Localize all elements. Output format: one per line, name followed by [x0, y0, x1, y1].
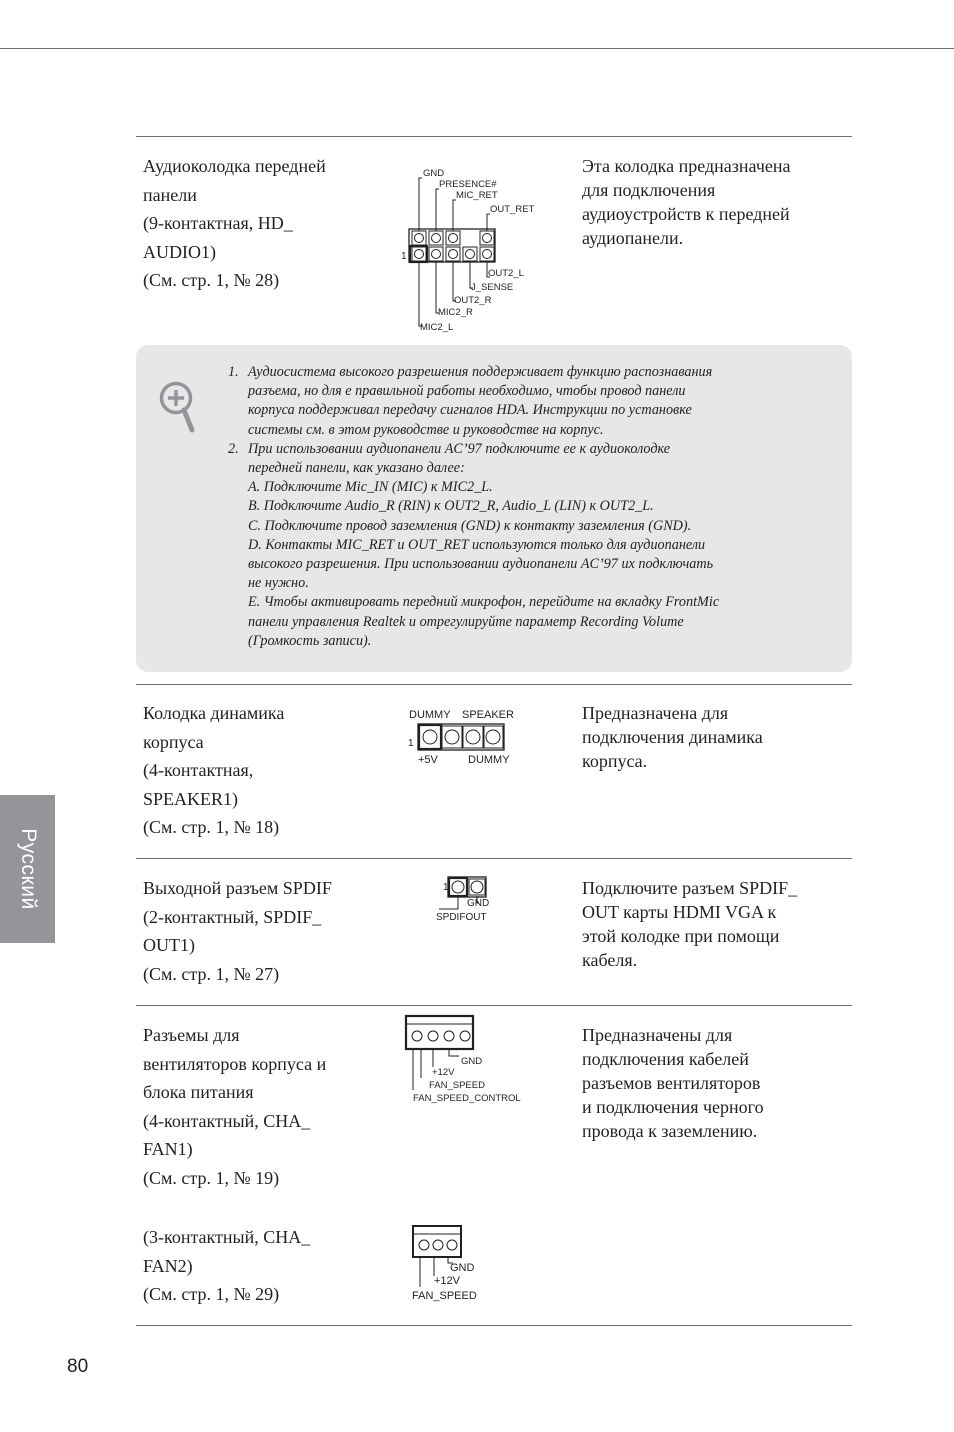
label-line: (См. стр. 1, № 18) — [143, 817, 280, 838]
label-line: AUDIO1) — [143, 241, 216, 262]
label-line: корпуса — [143, 731, 204, 752]
pin-label-out-ret: OUT_RET — [490, 204, 535, 215]
label-line: (См. стр. 1, № 27) — [143, 963, 280, 984]
pin-label-gnd: GND — [461, 1056, 483, 1067]
page-number: 80 — [67, 1356, 89, 1377]
label-line: Колодка динамика — [143, 703, 285, 723]
pin-label-mic-ret: MIC_RET — [456, 190, 498, 201]
pin-label-dummy: DUMMY — [409, 709, 451, 721]
desc-line: корпуса. — [582, 751, 648, 771]
pin-label-mic2-l: MIC2_L — [420, 322, 454, 333]
note-line: системы см. в этом руководстве и руководстве на корпус. — [248, 421, 604, 438]
note-item-1 — [228, 363, 808, 382]
note-line: C. Подключите провод заземления (GND) к контакту заземления (GND). — [248, 517, 692, 534]
desc-line: этой колодке при помощи — [582, 926, 780, 946]
desc-line: Предназначена для — [582, 703, 729, 723]
label-line: (4-контактный, CHA_ — [143, 1110, 311, 1131]
note-number: 2. — [228, 440, 239, 457]
note-item-2 — [228, 440, 808, 459]
note-line: При использовании аудиопанели AC’97 подключите ее к аудиоколодке — [248, 440, 671, 457]
pin-label-mic2-r: MIC2_R — [438, 307, 473, 318]
label-line: (См. стр. 1, № 29) — [143, 1284, 280, 1305]
magnifier-note-icon — [158, 380, 198, 434]
label-line: панели — [143, 184, 197, 205]
pin-label-fan-speed-control: FAN_SPEED_CONTROL — [413, 1093, 521, 1104]
label-line: Выходной разъем SPDIF — [143, 878, 332, 898]
label-line: (4-контактная, — [143, 760, 254, 781]
pin-label-spdifout: SPDIFOUT — [436, 912, 487, 923]
label-line: SPEAKER1) — [143, 788, 239, 809]
pin-label-presence: PRESENCE# — [439, 179, 497, 190]
pin-label-fan-speed: FAN_SPEED — [429, 1080, 485, 1091]
desc-line: аудиопанели. — [582, 228, 684, 248]
section-divider — [136, 858, 852, 859]
pin-label-dummy: DUMMY — [468, 754, 510, 766]
spdif-label — [143, 874, 368, 988]
pin-label-12v: +12V — [434, 1275, 460, 1287]
desc-line: провода к заземлению. — [582, 1121, 758, 1141]
language-side-tab — [0, 795, 55, 943]
desc-line: разъемов вентиляторов — [582, 1073, 761, 1093]
note-line: панели управления Realtek и отрегулируйте параметр Recording Volume — [248, 613, 684, 630]
note-line: высокого разрешения. При использовании аудиопанели AC’97 их подключать — [248, 556, 714, 573]
language-tab-label: Русский — [16, 828, 40, 910]
pin-one-marker: 1 — [443, 882, 449, 893]
pin-label-j-sense: J_SENSE — [471, 282, 514, 293]
desc-line: для подключения — [582, 180, 716, 200]
section-divider — [136, 136, 852, 137]
pin-label-out2-r: OUT2_R — [454, 295, 492, 306]
label-line: вентиляторов корпуса и — [143, 1053, 327, 1074]
note-line: B. Подключите Audio_R (RIN) к OUT2_R, Audio_L (LIN) к OUT2_L. — [248, 498, 654, 515]
hd-audio-label — [143, 152, 368, 295]
pin-label-gnd: GND — [450, 1262, 475, 1274]
hd-audio-description — [582, 154, 837, 250]
section-divider — [136, 684, 852, 685]
pin-label-12v: +12V — [432, 1067, 455, 1078]
label-line: (3-контактный, CHA_ — [143, 1227, 311, 1247]
note-text — [228, 363, 808, 651]
fan-description — [582, 1023, 837, 1143]
label-line: (2-контактный, SPDIF_ — [143, 906, 322, 927]
label-line: FAN1) — [143, 1139, 193, 1160]
note-line: корпуса поддерживал передачу сигналов HDA. Инструкции по установке — [248, 402, 692, 419]
cha-fan2-pin-diagram — [408, 1222, 498, 1304]
pin-label-5v: +5V — [418, 754, 438, 766]
section-divider — [136, 1005, 852, 1006]
label-line: (См. стр. 1, № 19) — [143, 1167, 280, 1188]
note-line: (Громкость записи). — [248, 632, 372, 649]
speaker-label — [143, 699, 368, 842]
desc-line: аудиоустройств к передней — [582, 204, 790, 224]
pin-label-fan-speed: FAN_SPEED — [412, 1290, 477, 1302]
label-line: FAN2) — [143, 1255, 193, 1276]
pin-label-out2-l: OUT2_L — [488, 268, 524, 279]
desc-line: подключения динамика — [582, 727, 763, 747]
note-line: передней панели, как указано далее: — [248, 460, 465, 477]
cha-fan1-label — [143, 1021, 368, 1193]
pin-label-gnd: GND — [423, 168, 445, 179]
pin-label-gnd: GND — [467, 898, 490, 909]
desc-line: подключения кабелей — [582, 1049, 749, 1069]
speaker-pin-diagram — [404, 704, 528, 768]
label-line: Аудиоколодка передней — [143, 156, 326, 176]
desc-line: Предназначены для — [582, 1025, 733, 1045]
note-line: D. Контакты MIC_RET и OUT_RET используются только для аудиопанели — [248, 536, 706, 553]
label-line: (См. стр. 1, № 28) — [143, 270, 280, 291]
desc-line: и подключения черного — [582, 1097, 764, 1117]
note-line: не нужно. — [248, 575, 309, 592]
desc-line: OUT карты HDMI VGA к — [582, 902, 777, 922]
section-divider — [136, 1325, 852, 1326]
desc-line: Эта колодка предназначена — [582, 156, 791, 176]
note-number: 1. — [228, 364, 239, 380]
label-line: (9-контактная, HD_ — [143, 213, 293, 234]
desc-line: кабеля. — [582, 950, 638, 970]
note-line: Аудиосистема высокого разрешения поддерживает функцию распознавания — [248, 364, 713, 380]
note-line: E. Чтобы активировать передний микрофон, перейдите на вкладку FrontMic — [248, 594, 720, 611]
note-line: разъема, но для е правильной работы необходимо, чтобы провод панели — [248, 383, 686, 400]
header-rule — [0, 48, 954, 49]
spdif-pin-diagram — [432, 873, 498, 925]
note-line: A. Подключите Mic_IN (MIC) к MIC2_L. — [248, 479, 493, 496]
pin-one-marker: 1 — [401, 251, 407, 262]
desc-line: Подключите разъем SPDIF_ — [582, 878, 798, 898]
cha-fan1-pin-diagram — [402, 1012, 534, 1106]
pin-label-speaker: SPEAKER — [462, 709, 514, 721]
label-line: Разъемы для — [143, 1025, 240, 1045]
speaker-description — [582, 701, 837, 773]
spdif-description — [582, 876, 837, 972]
label-line: OUT1) — [143, 935, 195, 956]
label-line: блока питания — [143, 1082, 254, 1103]
hd-audio-pin-diagram — [398, 160, 538, 336]
pin-one-marker: 1 — [408, 738, 414, 749]
cha-fan2-label — [143, 1223, 368, 1309]
